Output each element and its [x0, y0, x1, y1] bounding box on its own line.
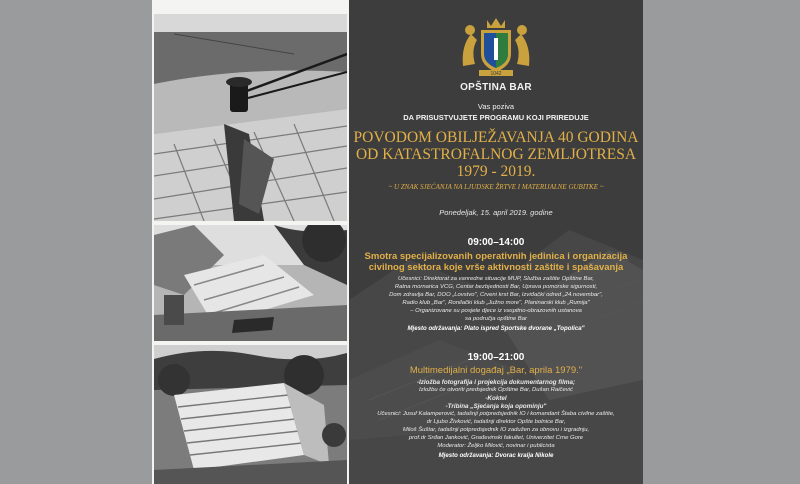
event2-tribina: -Tribina „Sjećanja koja opominju" [445, 403, 547, 410]
event1-time: 09:00–14:00 [467, 237, 525, 248]
event1-detail-line: Ratna mornarica VCG, Centar bezbjednosti Bar, Uprava pomorske sigurnosti, [394, 284, 598, 290]
crest-year-label: 1042 [490, 71, 502, 77]
event1-detail-line: Dom zdravlja Bar, DOO „Lovstvo", Crveni krst Bar, Izviđački odred „24.novembar", [389, 292, 603, 298]
event-date: Ponedeljak, 15. april 2019. godine [439, 208, 553, 217]
municipality-crest-icon [457, 16, 535, 78]
event2-time: 19:00–21:00 [467, 352, 525, 363]
event1-detail-line: sa područja opštine Bar [465, 316, 527, 322]
event1-detail-line: Učesnici: Direktorat za vanredne situacije MUP, Služba zaštite Opštine Bar, [397, 276, 594, 282]
event2-moderator: Moderator: Željko Milović, novinar i publicista [437, 443, 555, 449]
photo-column [152, 0, 349, 484]
photo-collapsed-building [154, 225, 347, 341]
event2-participant-line: dr Ljubo Živković, tadašnji direktor Opšte bolnice Bar, [426, 419, 566, 425]
municipality-name: OPŠTINA BAR [460, 82, 532, 93]
event2-opening: Izložbu će otvoriti predsjednik Opštine Bar, Dušan Raičević [419, 387, 573, 393]
subtitle: ~ U ZNAK SJEĆANJA NA LJUDSKE ŽRTVE I MATERIJALNE GUBITKE ~ [388, 183, 604, 191]
event2-exhibition: -Izložba fotografija i projekcija dokumentarnog filma; [416, 379, 576, 386]
invitation-line-1: Vas poziva [477, 102, 515, 111]
event1-title-line-1: Smotra specijalizovanih operativnih jedinica i organizacija [364, 251, 628, 262]
event1-detail-line: Radio klub „Bar", Ronilački klub „Južno more", Planinarski klub „Rumija" [402, 300, 590, 306]
event2-location: Mjesto održavanja: Dvorac kralja Nikole [438, 452, 554, 459]
invitation-panel [349, 0, 643, 484]
event1-detail-line: – Organizovane su posjete djece iz vaspitno-obrazovnih ustanova [410, 308, 582, 314]
headline-line-2: OD KATASTROFALNOG ZEMLJOTRESA [355, 146, 637, 163]
event2-participant-line: Učesnici: Jusuf Kalamperović, tadašnji potpredsjednik IO i komandant Štaba civilne zaštite, [377, 411, 615, 417]
photo-damaged-pier [154, 14, 347, 221]
event1-location: Mjesto održavanja: Plato ispred Sportske dvorane „Topolica" [407, 325, 585, 332]
headline-line-3: 1979 - 2019. [456, 163, 536, 180]
invitation-line-2: DA PRISUSTVUJETE PROGRAMU KOJI PRIREDUJE [403, 113, 589, 122]
headline-line-1: POVODOM OBILJEŽAVANJA 40 GODINA [353, 129, 639, 146]
event2-koktel: -Koktel [485, 395, 507, 402]
event2-title: Multimedijalni događaj „Bar, aprila 1979." [409, 365, 583, 376]
photo-hotel-aerial [154, 345, 347, 484]
event1-title-line-2: civilnog sektora koje vrše aktivnosti zaštite i spašavanja [368, 262, 624, 273]
event2-participant-line: Miloš Šuštar, tadašnji potpredsjednik IO zadužen za obnovu i izgradnju, [402, 427, 590, 433]
event2-participant-line: prof.dr Srđan Janković, Građevinski fakultet, Univerzitet Crne Gore [408, 435, 584, 441]
